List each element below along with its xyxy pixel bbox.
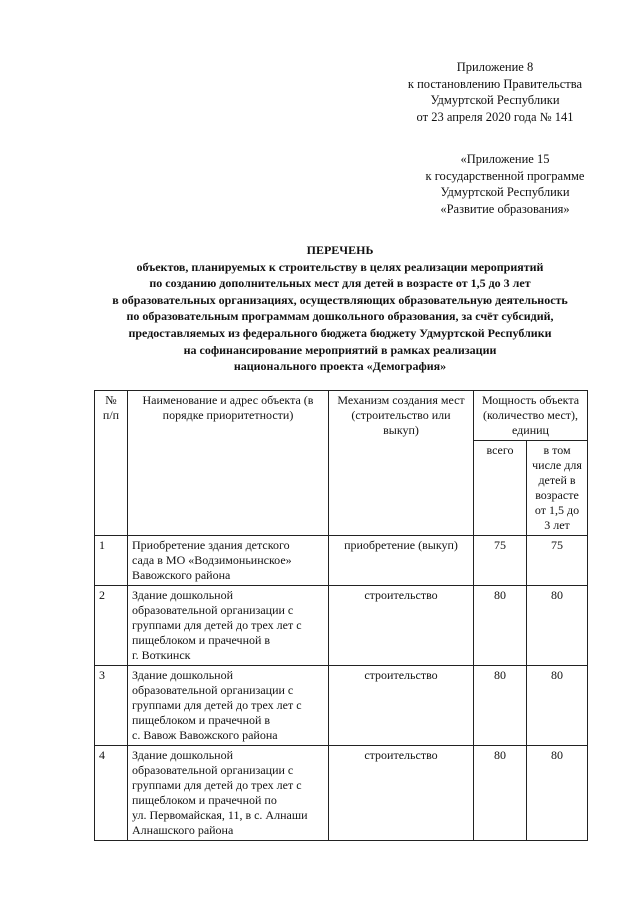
row-name-line: образовательной организации с	[132, 683, 294, 697]
table-row	[95, 536, 588, 586]
row-name-line: Вавожского района	[132, 568, 231, 582]
appendix-15-header	[395, 151, 615, 217]
title-line: национального проекта «Демография»	[233, 359, 447, 374]
row-name-line: Здание дошкольной	[132, 668, 234, 682]
table-row	[95, 586, 588, 666]
appendix-8-header	[380, 59, 610, 125]
row-mechanism: строительство	[329, 746, 474, 841]
appendix-8-line: от 23 апреля 2020 года № 141	[416, 109, 574, 124]
appendix-8-line: к постановлению Правительства	[407, 76, 583, 91]
row-name-line: Здание дошкольной	[132, 588, 234, 602]
row-total: 80	[474, 666, 527, 746]
row-total: 75	[474, 536, 527, 586]
row-name-line: Приобретение здания детского	[132, 538, 290, 552]
row-name-line: Алнашского района	[132, 823, 234, 837]
appendix-15-line: к государственной программе	[425, 168, 585, 183]
table-header-row	[95, 391, 588, 441]
row-children: 80	[527, 586, 588, 666]
row-num: 2	[95, 586, 128, 666]
row-children: 80	[527, 666, 588, 746]
title-line: по образовательным программам дошкольного образования, за счёт субсидий,	[126, 309, 554, 324]
header-total: всего	[474, 441, 527, 536]
row-name	[128, 666, 329, 746]
row-name-line: ул. Первомайская, 11, в с. Алнаши	[132, 808, 308, 822]
title-line: на софинансирование мероприятий в рамках реализации	[183, 342, 497, 357]
row-total: 80	[474, 746, 527, 841]
row-name	[128, 536, 329, 586]
row-mechanism: строительство	[329, 666, 474, 746]
row-name-line: образовательной организации с	[132, 603, 294, 617]
row-name-line: группами для детей до трех лет с	[132, 698, 302, 712]
appendix-15-line: «Приложение 15	[460, 152, 550, 166]
row-children: 80	[527, 746, 588, 841]
row-mechanism: строительство	[329, 586, 474, 666]
title-line: в образовательных организациях, осуществляющих образовательную деятельность	[112, 292, 568, 307]
header-name: Наименование и адрес объекта (в порядке приоритетности)	[128, 391, 329, 536]
header-children: в том числе для детей в возрасте от 1,5 до 3 лет	[527, 441, 588, 536]
row-name-line: сада в МО «Водзимоньинское»	[132, 553, 292, 567]
header-mechanism: Механизм создания мест (строительство или выкуп)	[329, 391, 474, 536]
row-name-line: образовательной организации с	[132, 763, 294, 777]
row-name-line: пищеблоком и прачечной по	[132, 793, 277, 807]
table-row	[95, 746, 588, 841]
row-name-line: Здание дошкольной	[132, 748, 234, 762]
row-num: 4	[95, 746, 128, 841]
header-num: № п/п	[95, 391, 128, 536]
title-heading: ПЕРЕЧЕНЬ	[306, 243, 374, 257]
appendix-8-line: Приложение 8	[456, 60, 534, 74]
row-children: 75	[527, 536, 588, 586]
row-num: 3	[95, 666, 128, 746]
document-title	[80, 242, 600, 375]
row-total: 80	[474, 586, 527, 666]
row-name-line: с. Вавож Вавожского района	[132, 728, 278, 742]
title-line: объектов, планируемых к строительству в целях реализации мероприятий	[136, 259, 544, 274]
row-name-line: пищеблоком и прачечной в	[132, 713, 271, 727]
title-line: по созданию дополнительных мест для детей в возрасте от 1,5 до 3 лет	[149, 276, 531, 291]
row-name-line: группами для детей до трех лет с	[132, 618, 302, 632]
objects-table	[94, 390, 588, 841]
row-name	[128, 746, 329, 841]
row-num: 1	[95, 536, 128, 586]
row-name-line: группами для детей до трех лет с	[132, 778, 302, 792]
header-capacity: Мощность объекта (количество мест), единиц	[474, 391, 588, 441]
row-mechanism: приобретение (выкуп)	[329, 536, 474, 586]
table-row	[95, 666, 588, 746]
appendix-15-line: Удмуртской Республики	[440, 185, 570, 199]
row-name	[128, 586, 329, 666]
title-line: предоставляемых из федерального бюджета бюджету Удмуртской Республики	[128, 325, 552, 340]
row-name-line: пищеблоком и прачечной в	[132, 633, 271, 647]
appendix-8-line: Удмуртской Республики	[430, 93, 560, 107]
row-name-line: г. Воткинск	[132, 648, 191, 662]
appendix-15-line: «Развитие образования»	[440, 201, 570, 216]
